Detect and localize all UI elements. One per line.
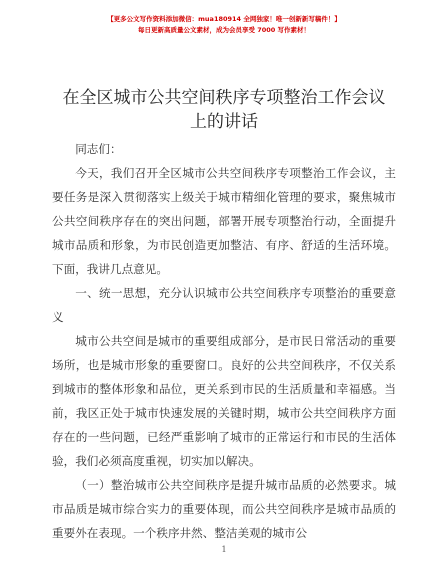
document-title: 在全区城市公共空间秩序专项整治工作会议上的讲话 xyxy=(62,88,386,132)
salutation: 同志们： xyxy=(75,142,122,156)
section-heading-1: 一、统一思想，充分认识城市公共空间秩序专项整治的重要意义 xyxy=(52,286,396,324)
page-number: 1 xyxy=(221,545,227,554)
promo-banner xyxy=(0,14,448,36)
document-body xyxy=(52,137,396,545)
banner-line-2: 每日更新高质量公文素材，成为会员享受 7000 写作素材！ xyxy=(137,26,311,34)
banner-line-1: 【更多公文写作资料添加微信：mua180914 全网独家！唯一创新新写稿件！】 xyxy=(107,15,341,23)
paragraph-intro: 今天，我们召开全区城市公共空间秩序专项整治工作会议，主要任务是深入贯彻落实上级关于城市精细化管理的要求，聚焦城市公共空间秩序存在的突出问题，部署开展专项整治行动，全面提升城市品质和形象，为市民创造更加整洁、有序、舒适的生活环境。下面，我讲几点意见。 xyxy=(52,166,396,276)
paragraph-body: 城市公共空间是城市的重要组成部分，是市民日常活动的重要场所，也是城市形象的重要窗口。良好的公共空间秩序，不仅关系到城市的整体形象和品位，更关系到市民的生活质量和幸福感。当前，我区正处于城市快速发展的关键时期，城市公共空间秩序方面存在的一些问题，已经严重影响了城市的正常运行和市民的生活体验，我们必须高度重视，切实加以解决。 xyxy=(52,334,396,468)
paragraph-subsection-1: （一）整治城市公共空间秩序是提升城市品质的必然要求。城市品质是城市综合实力的重要体现，而公共空间秩序是城市品质的重要外在表现。一个秩序井然、整洁美观的城市公 xyxy=(52,478,396,540)
